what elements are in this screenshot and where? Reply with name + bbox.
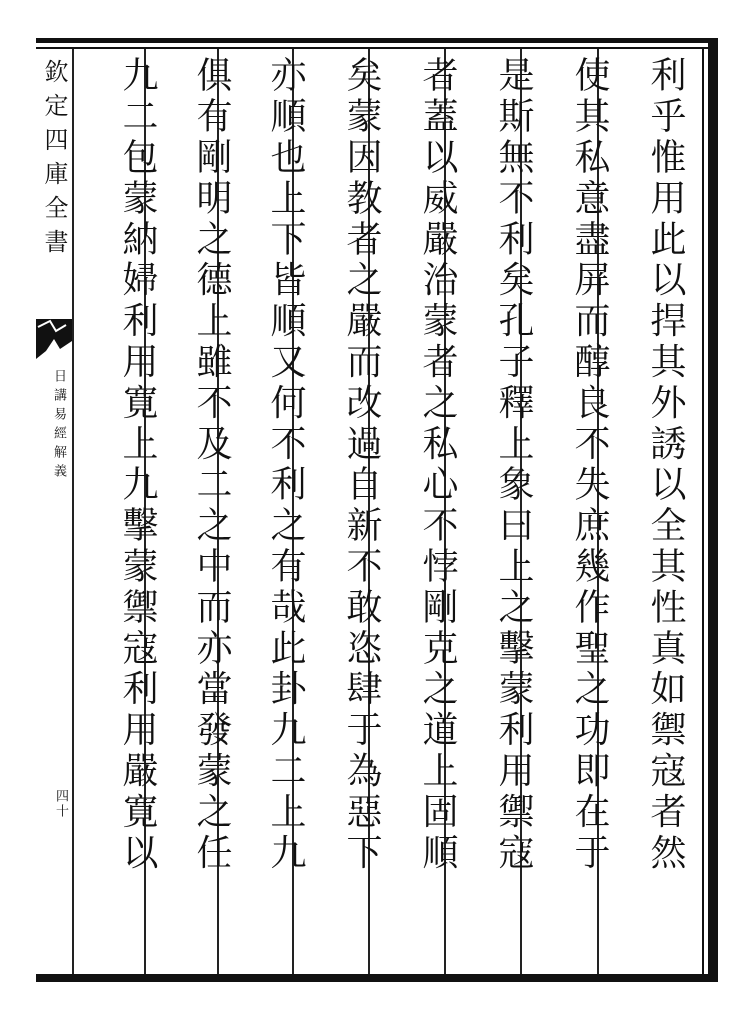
text-column: 亦順也上下皆順又何不利之有哉此卦九二上九: [265, 56, 306, 874]
text-column: 俱有剛明之德上雖不及二之中而亦當發蒙之任: [191, 56, 232, 874]
bottom-border: [36, 974, 718, 982]
page-frame: [36, 38, 718, 986]
text-column: 使其私意盡屏而醇良不失庶幾作聖之功即在于: [569, 56, 610, 874]
folio-number: 四十: [53, 789, 68, 819]
top-border: [36, 38, 718, 43]
margin-subtitle: 日講易經解義: [51, 369, 66, 483]
text-column: 是斯無不利矣孔子釋上象曰上之擊蒙利用禦寇: [493, 56, 534, 874]
margin-title: 欽定四庫全書: [40, 59, 68, 263]
column-divider: [72, 49, 74, 974]
right-inner-border: [702, 49, 704, 974]
text-column: 者蓋以威嚴治蒙者之私心不悖剛克之道上固順: [417, 56, 458, 874]
fish-tail-icon: [36, 319, 72, 359]
top-inner-border: [36, 47, 718, 49]
text-column: 九二包蒙納婦利用寛上九擊蒙禦寇利用嚴寛以: [117, 56, 158, 874]
text-column: 利乎惟用此以捍其外誘以全其性真如禦寇者然: [645, 56, 686, 874]
right-border: [708, 38, 718, 982]
text-column: 矣蒙因教者之嚴而改過自新不敢恣肆于為惡下: [341, 56, 382, 874]
block-margin: [36, 49, 72, 974]
